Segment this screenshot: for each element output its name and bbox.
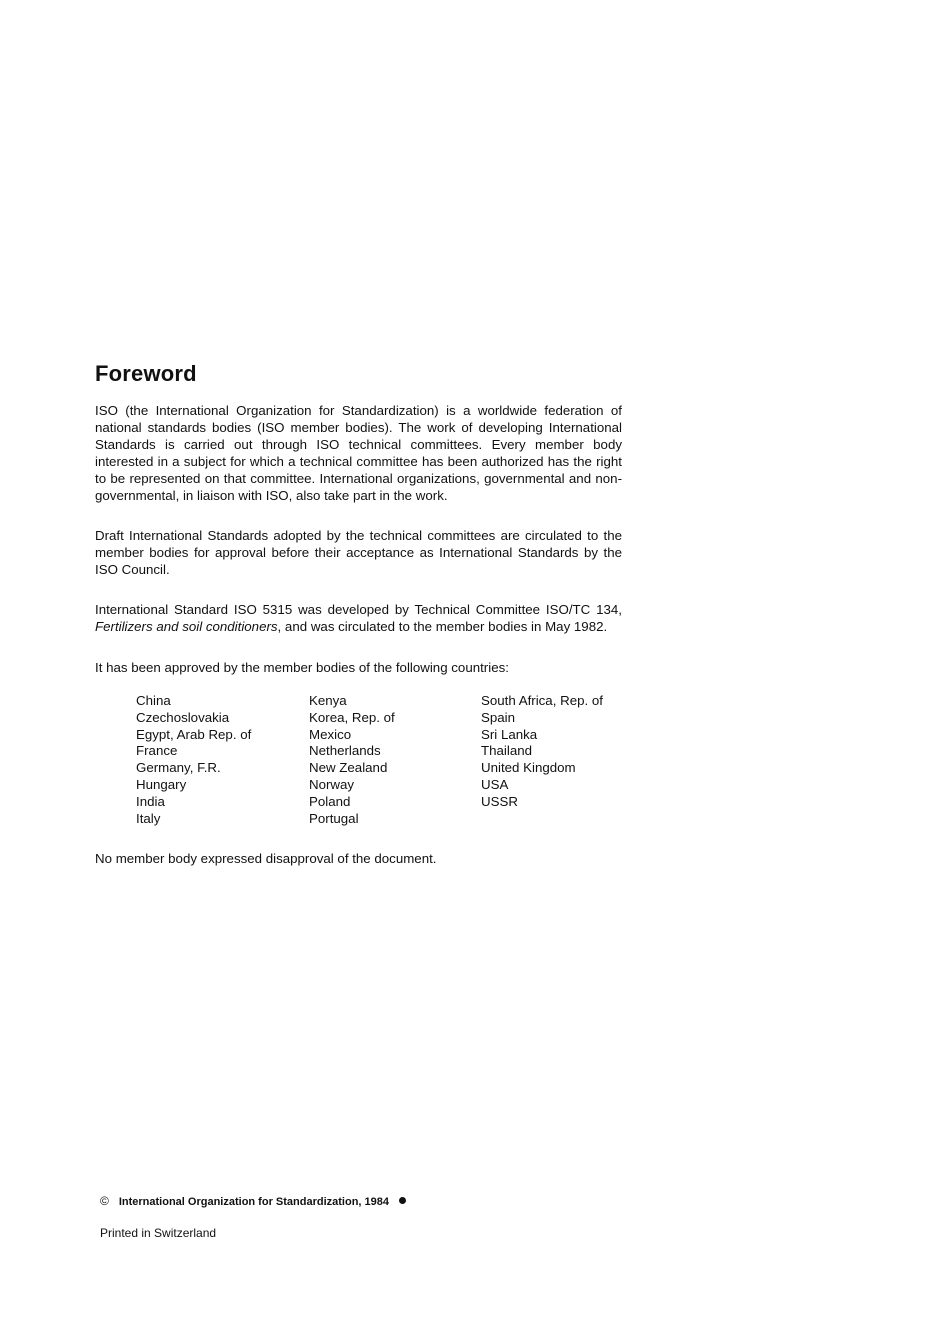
country-item: Sri Lanka <box>481 726 538 742</box>
country-item: Spain <box>481 709 516 725</box>
country-item: New Zealand <box>309 760 388 776</box>
country-item: Germany, F.R. <box>136 760 221 776</box>
country-item: South Africa, Rep. of <box>481 693 603 708</box>
country-item: Netherlands <box>309 743 381 759</box>
country-item: USSR <box>481 793 518 809</box>
country-item: Norway <box>309 776 355 792</box>
country-item: India <box>136 793 165 809</box>
paragraph-draft-standards: Draft International Standards adopted by the technical committees are circulated to the member bodies for approval before their acceptance as International Standards by the ISO Council. <box>95 528 622 577</box>
country-item: Thailand <box>481 743 533 759</box>
bullet-dot-icon <box>399 1197 406 1204</box>
committee-title: Fertilizers and soil conditioners <box>95 619 278 634</box>
country-item: France <box>136 743 178 759</box>
country-item: Kenya <box>309 693 347 708</box>
standard-origin-text: International Standard ISO 5315 was developed by Technical Committee ISO/TC 134, <box>95 602 622 617</box>
copyright-text: International Organization for Standardization, 1984 <box>118 1196 389 1208</box>
country-item: United Kingdom <box>481 760 576 776</box>
country-column-3 <box>481 693 603 811</box>
country-item: Hungary <box>136 776 187 792</box>
country-item: Czechoslovakia <box>136 709 230 725</box>
country-column-2 <box>309 693 395 827</box>
country-item: Egypt, Arab Rep. of <box>136 726 252 742</box>
paragraph-standard-origin <box>95 601 622 635</box>
page-title: Foreword <box>95 361 197 386</box>
country-item: Korea, Rep. of <box>309 709 395 725</box>
copyright-line <box>100 1194 406 1208</box>
country-item: Italy <box>136 810 161 826</box>
paragraph-iso-description: ISO (the International Organization for Standardization) is a worldwide federation of national standards bodies (ISO member bodies). The work of developing International Standards is carried out through ISO technical committees. Every member body interested in a subject for which a technical committee has been authorized has the right to be represented on that committee. International organizations, governmental and non-governmental, in liaison with ISO, also take part in the work. <box>95 403 622 503</box>
country-item: Portugal <box>309 810 359 826</box>
country-item: Mexico <box>309 726 352 742</box>
paragraph-approval: It has been approved by the member bodies of the following countries: <box>95 660 509 675</box>
copyright-symbol: © <box>100 1194 109 1208</box>
standard-origin-text-end: , and was circulated to the member bodies in May 1982. <box>277 619 608 634</box>
country-column-1 <box>136 693 251 827</box>
printed-location: Printed in Switzerland <box>100 1226 217 1240</box>
paragraph-no-disapproval: No member body expressed disapproval of the document. <box>95 851 437 866</box>
country-item: Poland <box>309 793 351 809</box>
country-item: USA <box>481 776 509 792</box>
country-item: China <box>136 693 171 708</box>
